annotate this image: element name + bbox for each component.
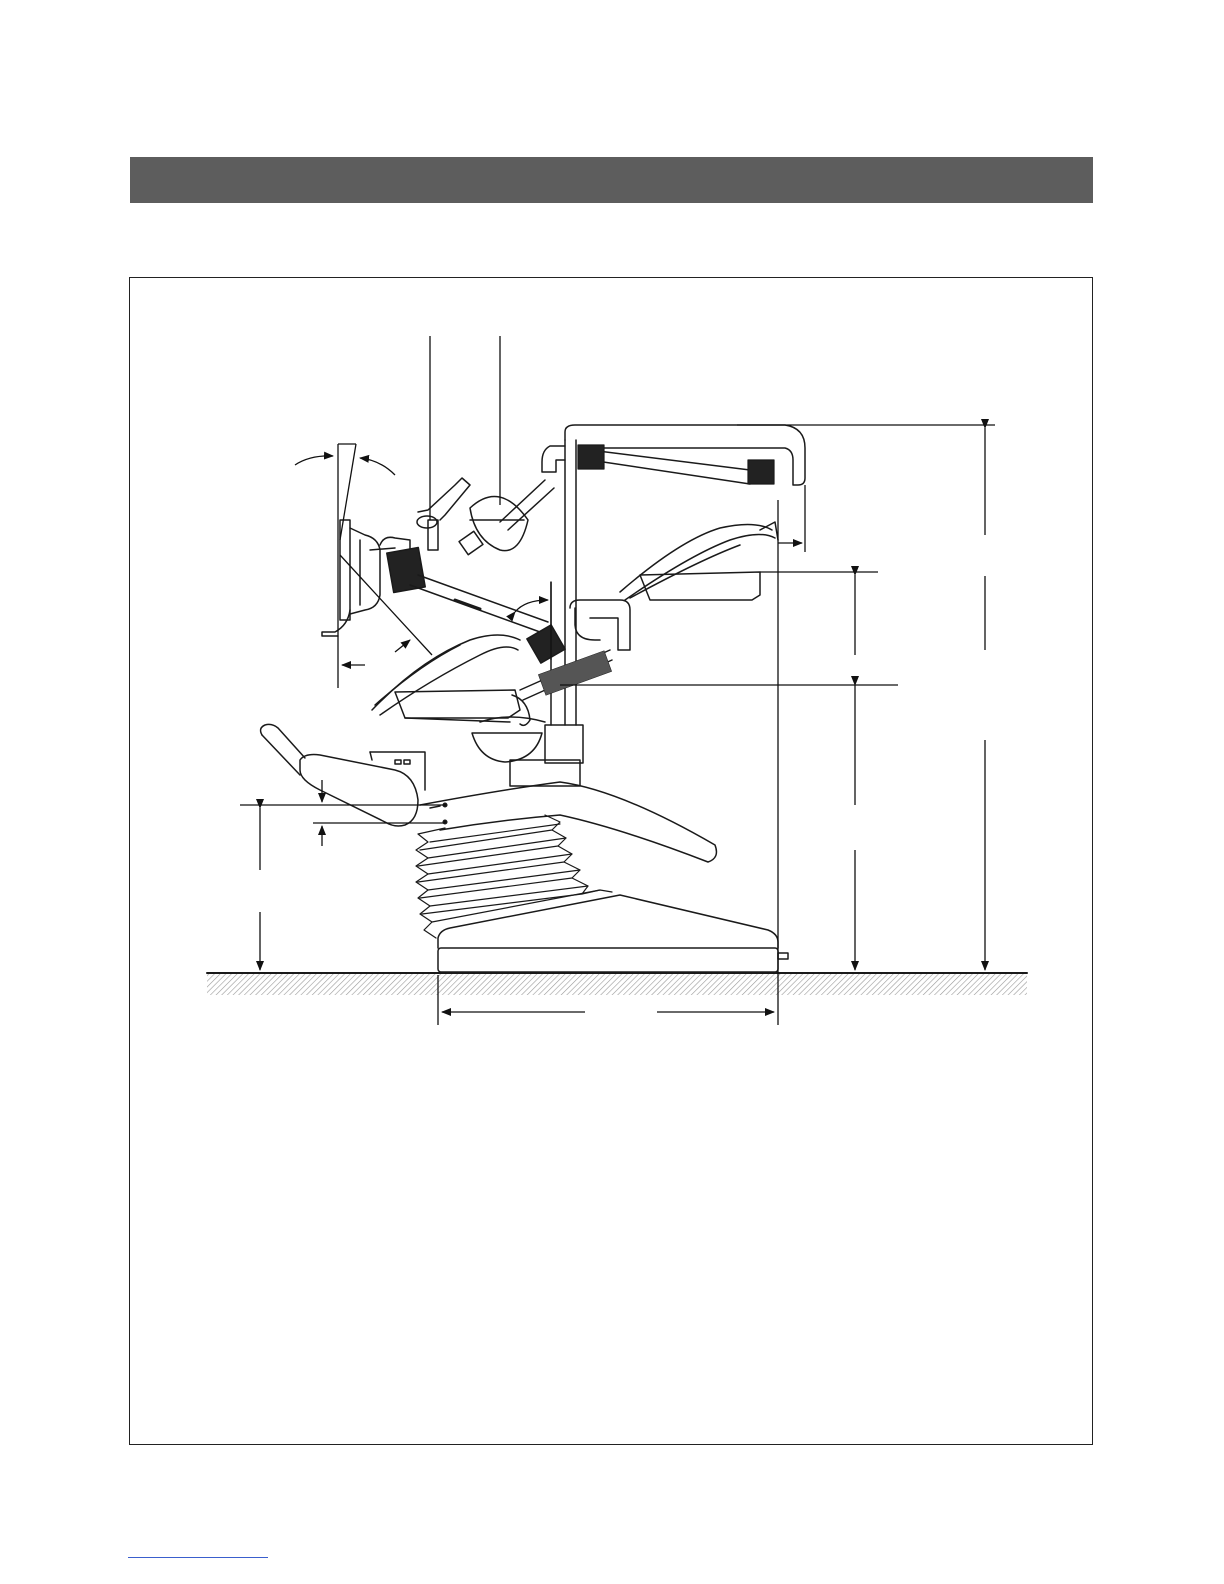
chair-headrest: [261, 724, 425, 826]
assistant-arm: [387, 548, 565, 664]
chair-seat: [420, 782, 716, 862]
upper-arm: [542, 425, 805, 485]
cuspidor: [472, 717, 583, 786]
arrow-icon: [360, 458, 395, 475]
chair-base: [438, 895, 788, 972]
floor: [207, 973, 1027, 995]
dimension-lines: [240, 336, 995, 1025]
upper-tray: [570, 522, 778, 650]
arrow-icon: [395, 640, 410, 652]
footer-rule: [128, 1557, 268, 1558]
arrow-icon: [295, 456, 333, 465]
operating-light: [459, 480, 554, 555]
chair-bellows: [416, 815, 612, 938]
arrow-icon: [515, 600, 548, 612]
